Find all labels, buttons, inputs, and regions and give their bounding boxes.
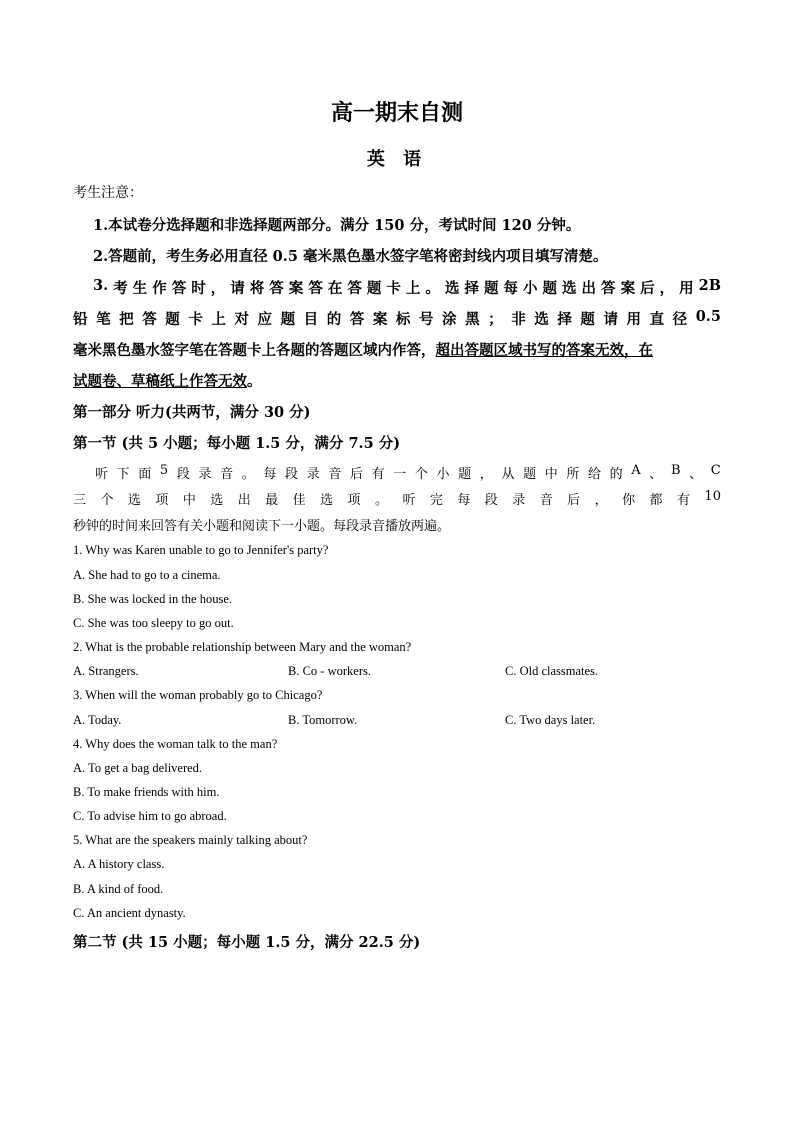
- notice-item-3-line-2-char: 答: [349, 311, 365, 328]
- question-3-option-b: B. Tomorrow.: [288, 713, 358, 727]
- directions-line-1-char: 、: [689, 467, 703, 482]
- notice-item-3-line-2-char: 0.5: [695, 308, 721, 325]
- section-1-heading: 第一节 (共 5 小题；每小题 1.5 分，满分 7.5 分): [73, 435, 401, 452]
- notice-item-3-line-1-char: 。: [425, 280, 440, 297]
- directions-line-1-char: 小: [436, 467, 450, 482]
- question-1-option-a: A. She had to go to a cinema.: [73, 568, 221, 582]
- notice-item-3-line-1-char: 将: [249, 280, 265, 297]
- notice-item-3-line-1-char: 考: [113, 280, 128, 297]
- notice-item-3-line-4: [73, 370, 262, 391]
- notice-item-3-line-2-char: 答: [142, 311, 157, 328]
- notice-item-3-line-1-char: ，: [659, 280, 675, 297]
- question-3-option-a: A. Today.: [73, 713, 122, 727]
- notice-item-3-line-1-char: 答: [347, 280, 362, 297]
- directions-line-1-char: 有: [371, 467, 385, 482]
- directions-line-1-char: 中: [544, 467, 558, 482]
- directions-line-2-char: 项: [155, 493, 169, 508]
- directions-line-2-char: 个: [100, 493, 114, 508]
- notice-item-3-line-1-char: 2B: [698, 277, 721, 294]
- notice-item-3-line-1-char: ，: [210, 280, 226, 297]
- notice-item-3-line-2-char: 黑: [465, 311, 480, 328]
- directions-line-1-char: 录: [198, 467, 212, 482]
- notice-item-3-line-2-char: 非: [511, 311, 526, 328]
- question-4-option-c: C. To advise him to go abroad.: [73, 809, 227, 823]
- notice-item-3-line-2-char: 卡: [188, 311, 203, 328]
- directions-line-1-char: A: [631, 463, 641, 478]
- directions-line-1-char: 录: [306, 467, 320, 482]
- directions-line-2: [73, 489, 721, 508]
- directions-line-2-char: 段: [484, 493, 498, 508]
- directions-line-1-char: 一: [393, 467, 407, 482]
- notice-item-3-line-2-char: 涂: [442, 311, 457, 328]
- directions-line-1-char: 给: [588, 467, 602, 482]
- question-1-option-b: B. She was locked in the house.: [73, 592, 233, 606]
- notice-heading: 考生注意：: [73, 185, 143, 201]
- subject-title: 英 语: [366, 149, 428, 170]
- directions-line-1-char: 的: [609, 467, 623, 482]
- notice-item-3-line-1: [93, 277, 721, 298]
- notice-item-3-line-1-char: 答: [269, 280, 284, 297]
- directions-line-2-char: 最: [265, 493, 279, 508]
- notice-item-3-line-1-char: 案: [620, 280, 636, 297]
- directions-line-2-char: 录: [512, 493, 526, 508]
- notice-item-3-line-2-char: 铅: [73, 311, 88, 328]
- notice-item-3-line-2-char: 对: [234, 311, 249, 328]
- notice-item-3-line-2-char: 案: [372, 311, 388, 328]
- part-1-heading: 第一部分 听力(共两节，满分 30 分): [73, 404, 311, 421]
- directions-line-2-char: 后: [567, 493, 581, 508]
- directions-line-1-char: 题: [458, 467, 472, 482]
- notice-item-3-line-2-char: 标: [395, 311, 411, 328]
- notice-item-3-line-1-char: 3.: [93, 277, 109, 294]
- notice-item-3-line-2-char: 把: [119, 311, 134, 328]
- directions-line-1-char: 音: [220, 467, 234, 482]
- question-5-option-b: B. A kind of food.: [73, 882, 164, 896]
- notice-item-3-line-1-char: 答: [171, 280, 187, 297]
- notice-item-3-line-2-char: 用: [626, 311, 641, 328]
- notice-item-3-line-1-char: 择: [464, 280, 479, 297]
- notice-item-3-line-2-char: 选: [534, 311, 549, 328]
- question-2-option-a: A. Strangers.: [73, 664, 139, 678]
- directions-line-2-char: 音: [539, 493, 553, 508]
- notice-item-3-line-2-char: 上: [211, 311, 226, 328]
- directions-line-2-char: 选: [127, 493, 141, 508]
- directions-line-1-char: 所: [566, 467, 580, 482]
- directions-line-1: [95, 463, 721, 482]
- notice-item-3-line-2-char: 径: [672, 311, 688, 328]
- directions-line-1-char: 段: [176, 467, 190, 482]
- notice-item-3-period: 。: [247, 373, 262, 390]
- section-2-heading: 第二节 (共 15 小题；每小题 1.5 分，满分 22.5 分): [73, 934, 421, 951]
- notice-item-3-line-1-char: 案: [288, 280, 304, 297]
- question-1-stem: 1. Why was Karen unable to go to Jennifer's party?: [73, 543, 329, 557]
- directions-line-2-char: 你: [622, 493, 636, 508]
- directions-line-2-char: 有: [676, 493, 690, 508]
- question-3-option-c: C. Two days later.: [505, 713, 596, 727]
- directions-line-1-char: 后: [349, 467, 363, 482]
- directions-line-1-char: 题: [523, 467, 537, 482]
- directions-line-2-char: 佳: [292, 493, 306, 508]
- directions-line-2-char: 听: [402, 493, 416, 508]
- notice-item-3-line-2-char: 题: [280, 311, 296, 328]
- notice-item-3-line-2-char: 择: [557, 311, 572, 328]
- notice-item-3-line-1-char: 答: [308, 280, 323, 297]
- question-2-stem: 2. What is the probable relationship between Mary and the woman?: [73, 640, 412, 654]
- notice-item-3-line-2-char: 笔: [96, 311, 111, 328]
- notice-item-3-line-2-char: ；: [488, 311, 503, 328]
- notice-item-3-line-1-char: 在: [327, 280, 343, 297]
- notice-item-3-line-1-char: 作: [152, 280, 167, 297]
- notice-item-3-line-1-char: 生: [132, 280, 148, 297]
- notice-item-3-line-1-char: 选: [444, 280, 460, 297]
- directions-line-1-char: 听: [95, 467, 109, 482]
- directions-line-2-char: ，: [594, 493, 608, 508]
- directions-line-2-char: 选: [320, 493, 334, 508]
- directions-line-2-char: 都: [649, 493, 663, 508]
- directions-line-1-char: 每: [263, 467, 277, 482]
- notice-item-3-line-2-char: 请: [603, 311, 618, 328]
- notice-item-3-line-1-char: 每: [503, 280, 518, 297]
- directions-line-2-char: 选: [210, 493, 224, 508]
- notice-item-3-line-2-char: 题: [165, 311, 180, 328]
- directions-line-1-char: B: [670, 463, 681, 478]
- directions-line-1-char: 下: [116, 467, 130, 482]
- directions-line-1-char: 。: [241, 467, 255, 482]
- directions-line-1-char: C: [710, 463, 721, 478]
- notice-item-3-line-1-char: 题: [542, 280, 557, 297]
- notice-item-3-line-1-char: 卡: [386, 280, 401, 297]
- notice-item-3-warning-end: 试题卷、草稿纸上作答无效: [73, 373, 247, 390]
- notice-item-3-line-2-char: 号: [418, 311, 434, 328]
- directions-line-1-char: 面: [138, 467, 152, 482]
- page-title: 高一期末自测: [330, 100, 463, 126]
- notice-item-3-line-2: [73, 308, 721, 329]
- notice-item-3-line-1-char: 答: [601, 280, 616, 297]
- directions-line-2-char: 。: [374, 493, 388, 508]
- notice-item-2: 2.答题前，考生务必用直径 0.5 毫米黑色墨水签字笔将密封线内项目填写清楚。: [93, 248, 608, 265]
- directions-line-2-char: 每: [457, 493, 471, 508]
- notice-item-3-line-1-char: 用: [679, 280, 694, 297]
- directions-line-2-char: 10: [704, 489, 721, 504]
- notice-item-3-line-1-char: 选: [562, 280, 577, 297]
- notice-item-3-line-1-char: 后: [640, 280, 655, 297]
- notice-item-3-line-1-char: 题: [366, 280, 382, 297]
- directions-line-1-char: 音: [328, 467, 342, 482]
- question-4-option-a: A. To get a bag delivered.: [73, 761, 203, 775]
- notice-item-3-line-2-char: 目: [303, 311, 319, 328]
- notice-item-3-line-2-char: 应: [257, 311, 272, 328]
- directions-line-1-char: 个: [414, 467, 428, 482]
- directions-line-1-char: ，: [479, 467, 493, 482]
- question-2-option-c: C. Old classmates.: [505, 664, 599, 678]
- notice-item-3-line-1-char: 上: [405, 280, 421, 297]
- question-5-option-c: C. An ancient dynasty.: [73, 906, 186, 920]
- notice-item-1: 1.本试卷分选择题和非选择题两部分。满分 150 分，考试时间 120 分钟。: [93, 217, 581, 234]
- question-3-stem: 3. When will the woman probably go to Chicago?: [73, 688, 323, 702]
- directions-line-1-char: 、: [649, 467, 663, 482]
- question-4-stem: 4. Why does the woman talk to the man?: [73, 737, 278, 751]
- directions-line-2-char: 出: [237, 493, 251, 508]
- notice-item-3-line-3-text: 毫米黑色墨水签字笔在答题卡上各题的答题区域内作答，: [73, 342, 436, 359]
- notice-item-3-line-2-char: 题: [580, 311, 595, 328]
- notice-item-3-line-1-char: 出: [581, 280, 597, 297]
- question-4-option-b: B. To make friends with him.: [73, 785, 220, 799]
- directions-line-1-char: 从: [501, 467, 515, 482]
- directions-line-1-char: 段: [285, 467, 299, 482]
- question-1-option-c: C. She was too sleepy to go out.: [73, 616, 234, 630]
- question-5-stem: 5. What are the speakers mainly talking about?: [73, 833, 308, 847]
- notice-item-3-warning: 超出答题区域书写的答案无效，在: [435, 342, 653, 359]
- directions-line-2-char: 三: [73, 493, 87, 508]
- directions-line-2-char: 中: [182, 493, 196, 508]
- notice-item-3-line-1-char: 小: [522, 280, 538, 297]
- notice-item-3-line-1-char: 请: [230, 280, 245, 297]
- directions-line-3: 秒钟的时间来回答有关小题和阅读下一小题。每段录音播放两遍。: [73, 519, 451, 534]
- directions-line-1-char: 5: [159, 463, 169, 478]
- notice-item-3-line-1-char: 时: [191, 280, 206, 297]
- notice-item-3-line-2-char: 直: [649, 311, 665, 328]
- question-5-option-a: A. A history class.: [73, 857, 165, 871]
- notice-item-3-line-1-char: 题: [483, 280, 499, 297]
- notice-item-3-line-3: [73, 339, 653, 360]
- directions-line-2-char: 项: [347, 493, 361, 508]
- question-2-option-b: B. Co - workers.: [288, 664, 371, 678]
- directions-line-2-char: 完: [429, 493, 443, 508]
- notice-item-3-line-2-char: 的: [326, 311, 342, 328]
